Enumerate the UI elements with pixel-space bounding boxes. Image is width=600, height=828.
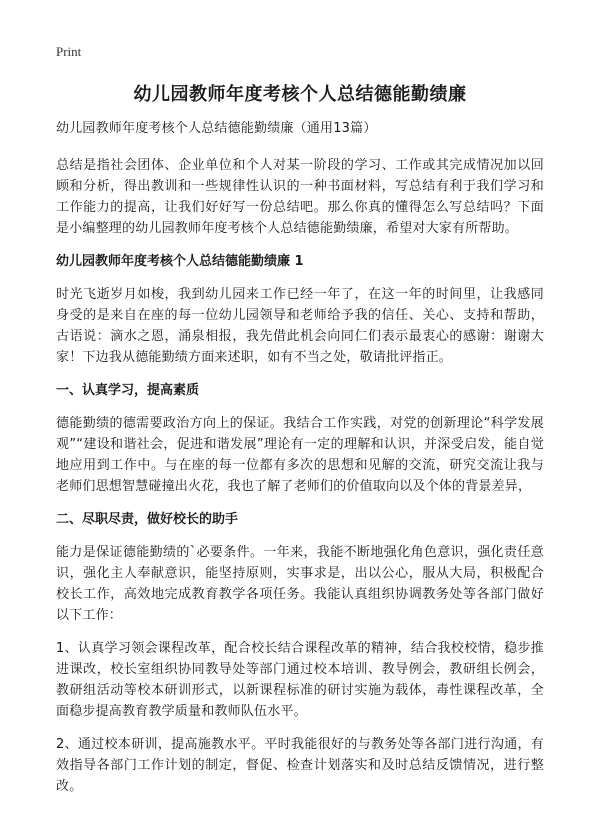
print-link[interactable]: Print [56, 44, 82, 59]
list-item-2: 2、通过校本研训，提高施教水平。平时我能很好的与教务处等各部门进行沟通，有效指导各部门工作计划的制定，督促、检查计划落实和及时总结反馈情况，进行整改。 [56, 737, 544, 794]
document-body [56, 118, 544, 809]
section-2-paragraph: 能力是保证德能勤绩的`必要条件。一年来，我能不断地强化角色意识，强化责任意识，强化主人奉献意识，能坚持原则，实事求是，出以公心，服从大局，积极配合校长工作，高效地完成教育教学各项任务。我能认真组织协调教务处等各部门做好以下工作： [56, 545, 544, 623]
intro-paragraph: 总结是指社会团体、企业单位和个人对某一阶段的学习、工作或其完成情况加以回顾和分析，得出教训和一些规律性认识的一种书面材料，写总结有利于我们学习和工作能力的提高，让我们好好写一份总结吧。那么你真的懂得怎么写总结吗？下面是小编整理的幼儿园教师年度考核个人总结德能勤绩廉，希望对大家有所帮助。 [56, 158, 544, 236]
document-subtitle: 幼儿园教师年度考核个人总结德能勤绩廉（通用13篇） [56, 121, 377, 136]
section-1-heading: 一、认真学习，提高素质 [56, 383, 200, 398]
article-intro-paragraph: 时光飞逝岁月如梭，我到幼儿园来工作已经一年了，在这一年的时间里，让我感同身受的是来自在座的每一位幼儿园领导和老师给予我的信任、关心、支持和帮助，古语说：滴水之恩，涌泉相报，我先借此机会向同仁们表示最衷心的感谢：谢谢大家！下边我从德能勤绩方面来述职，如有不当之处，敬请批评指正。 [56, 287, 544, 365]
article-heading: 幼儿园教师年度考核个人总结德能勤绩廉 1 [56, 254, 304, 269]
section-1-paragraph: 德能勤绩的德需要政治方向上的保证。我结合工作实践，对党的创新理论“科学发展观”“建设和谐社会，促进和谐发展”理论有一定的理解和认识，并深受启发，能自觉地应用到工作中。与在座的每一位都有多次的思想和见解的交流，研究交流让我与老师们思想智慧碰撞出火花，我也了解了老师们的价值取向以及个体的背景差异， [56, 416, 544, 494]
document-title: 幼儿园教师年度考核个人总结德能勤绩廉 [133, 84, 467, 105]
list-item-1: 1、认真学习领会课程改革，配合校长结合课程改革的精神，结合我校校情，稳步推进课改，校长室组织协同教导处等部门通过校本培训、教导例会，教研组长例会，教研组活动等校本研训形式，以新课程标准的研讨实施为载体，毒性课程改革，全面稳步提高教育教学质量和教师队伍水平。 [56, 641, 544, 719]
section-2-heading: 二、尽职尽责，做好校长的助手 [56, 512, 239, 527]
